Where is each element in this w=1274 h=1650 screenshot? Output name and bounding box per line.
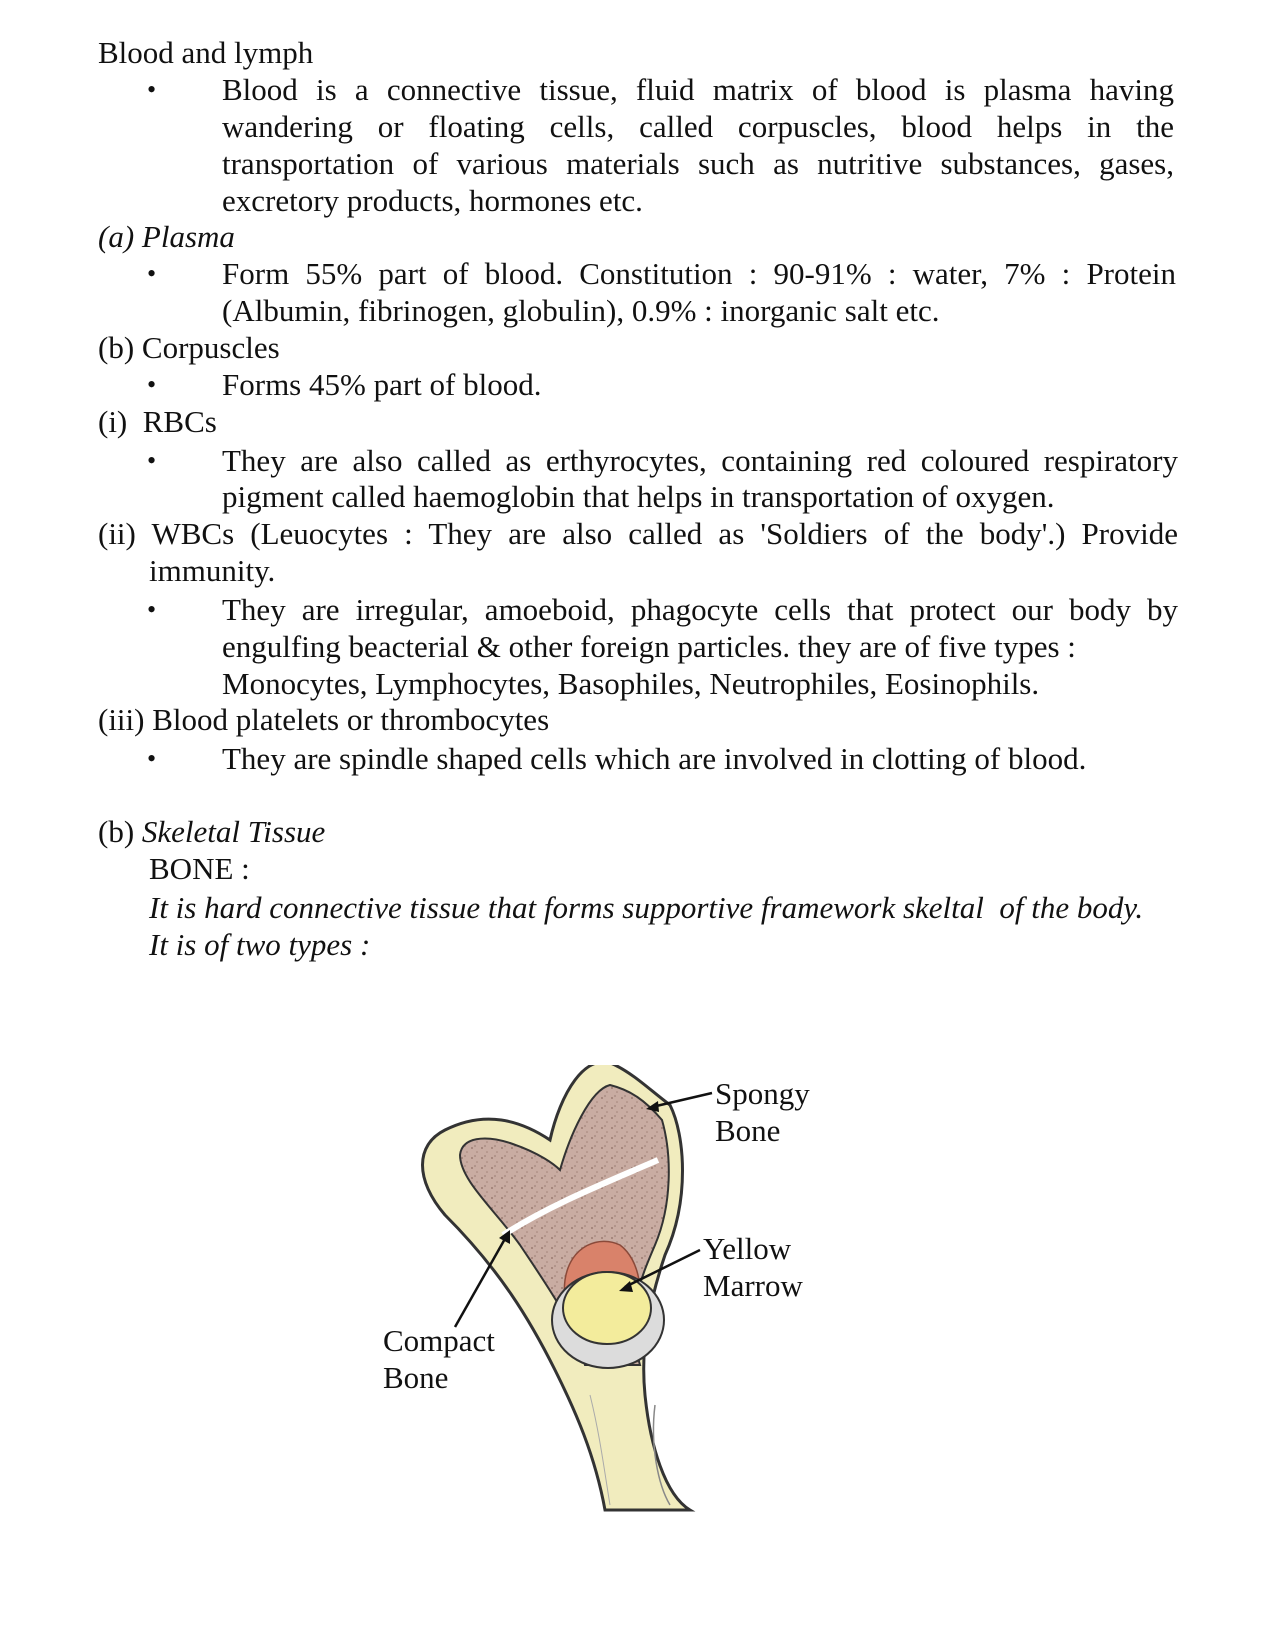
wbc-line-2: engulfing beacterial & other foreign particles. they are of five types :: [222, 629, 1076, 664]
yellow-marrow-core: [563, 1272, 651, 1344]
bone-description-line-2: It is of two types :: [149, 927, 371, 962]
plasma-heading: (a) Plasma: [98, 219, 235, 254]
blood-intro-line-4: excretory products, hormones etc.: [222, 183, 643, 218]
plasma-line-2: (Albumin, fibrinogen, globulin), 0.9% : inorganic salt etc.: [222, 293, 940, 328]
bone-heading: BONE :: [149, 851, 250, 886]
rbc-line-1: They are also called as erthyrocytes, containing red coloured respiratory: [222, 443, 1178, 478]
corpuscles-line: Forms 45% part of blood.: [222, 367, 542, 402]
bullet-dot: •: [147, 370, 157, 399]
plasma-line-1: Form 55% part of blood. Constitution : 90-91% : water, 7% : Protein: [222, 256, 1176, 291]
bullet-dot: •: [147, 259, 157, 288]
rbc-heading: (i) RBCs: [98, 404, 217, 439]
skeletal-heading-prefix: (b): [98, 814, 142, 849]
wbc-heading-line-2: immunity.: [149, 553, 276, 588]
bullet-dot: •: [147, 446, 157, 475]
blood-intro-line-3: transportation of various materials such as nutritive substances, gases,: [222, 146, 1174, 181]
label-yellow-line-1: Yellow: [703, 1231, 792, 1266]
blood-intro-line-2: wandering or floating cells, called corpuscles, blood helps in the: [222, 109, 1174, 144]
bullet-dot: •: [147, 595, 157, 624]
wbc-line-1: They are irregular, amoeboid, phagocyte cells that protect our body by: [222, 592, 1178, 627]
wbc-heading-line-1: (ii) WBCs (Leuocytes : They are also called as 'Soldiers of the body'.) Provide: [98, 516, 1178, 551]
platelets-heading: (iii) Blood platelets or thrombocytes: [98, 702, 550, 737]
wbc-line-3: Monocytes, Lymphocytes, Basophiles, Neutrophiles, Eosinophils.: [222, 666, 1040, 701]
bone-description-line-1: It is hard connective tissue that forms supportive framework skeltal of the body.: [149, 890, 1144, 925]
section-heading-blood: Blood and lymph: [98, 35, 314, 70]
blood-intro-line-1: Blood is a connective tissue, fluid matrix of blood is plasma having: [222, 72, 1174, 107]
rbc-line-2: pigment called haemoglobin that helps in transportation of oxygen.: [222, 479, 1055, 514]
label-compact-line-1: Compact: [383, 1323, 495, 1358]
label-compact-line-2: Bone: [383, 1360, 449, 1395]
skeletal-heading: [98, 813, 325, 851]
skeletal-heading-title: Skeletal Tissue: [141, 814, 326, 849]
label-spongy-line-1: Spongy: [715, 1076, 810, 1111]
label-spongy-line-2: Bone: [715, 1113, 781, 1148]
bullet-dot: •: [147, 744, 157, 773]
label-yellow-line-2: Marrow: [703, 1268, 803, 1303]
bullet-dot: •: [147, 75, 157, 104]
corpuscles-heading: (b) Corpuscles: [98, 330, 280, 365]
platelets-line: They are spindle shaped cells which are involved in clotting of blood.: [222, 741, 1087, 776]
